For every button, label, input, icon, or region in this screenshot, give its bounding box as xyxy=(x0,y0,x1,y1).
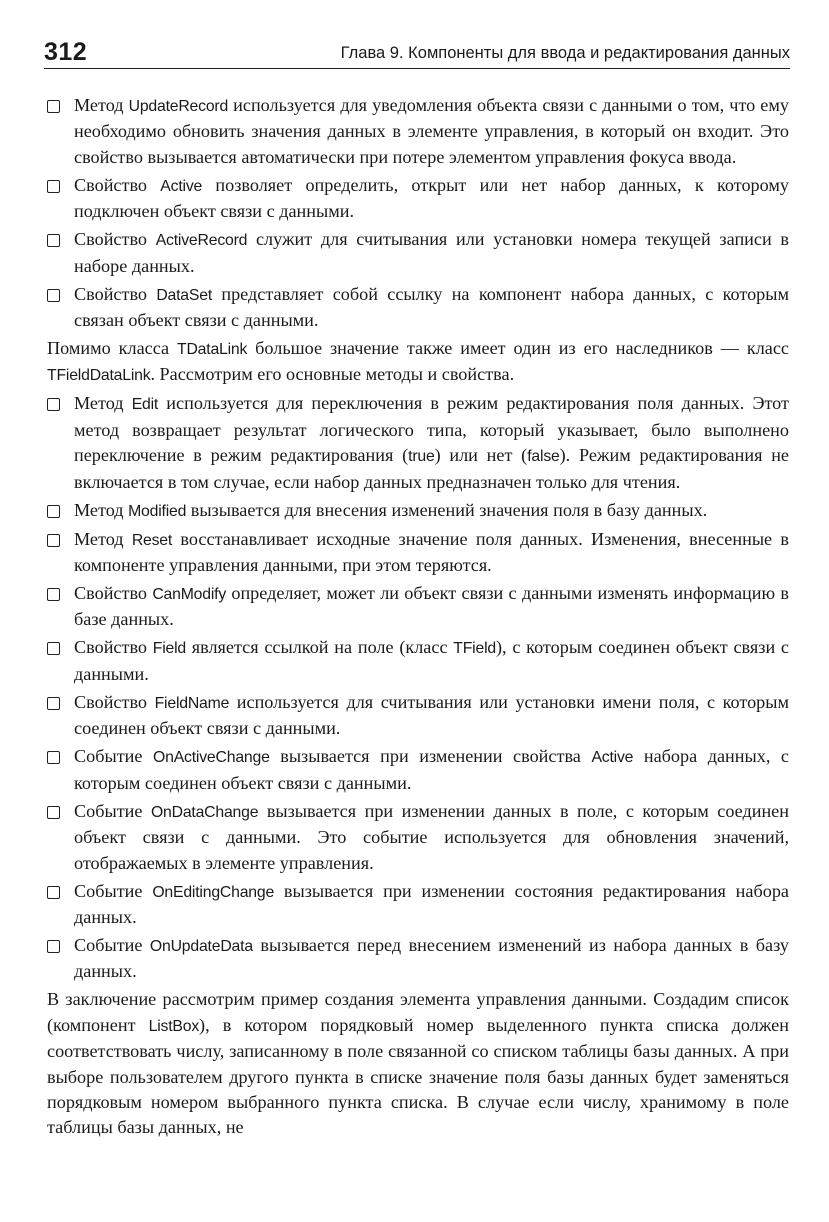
body-paragraph xyxy=(47,987,789,1140)
code-term: TFieldDataLink xyxy=(47,367,151,385)
body-paragraph xyxy=(47,336,789,389)
item-text-post: служит для считывания или установки номера текущей записи в наборе данных. xyxy=(74,229,790,276)
code-term: true xyxy=(408,448,435,466)
checkbox-bullet-icon xyxy=(47,588,60,601)
item-text-pre: Свойство xyxy=(74,283,157,304)
paragraph-text: ), в котором порядковый номер выделенного пункта списка должен соответствовать числу, записанному в поле связанной со списком таблицы базы данных. А при выборе пользователем другого пункта в списке значение поля базы данных будет заменяться порядковым номером выбранного пункта списка. В случае если числу, хранимому в поле таблицы базы данных, не xyxy=(47,1014,789,1138)
item-text-post: определяет, может ли объект связи с данными изменять информацию в базе данных. xyxy=(74,583,789,630)
item-text: Свойство xyxy=(74,637,153,658)
item-text-pre: Свойство xyxy=(74,583,153,604)
checkbox-bullet-icon xyxy=(47,751,60,764)
code-term: TField xyxy=(453,640,496,658)
item-text-pre: Событие xyxy=(74,880,153,901)
list-item xyxy=(47,227,789,279)
item-text: является ссылкой на поле (класс xyxy=(186,637,454,658)
code-term: OnDataChange xyxy=(150,803,259,821)
list-item xyxy=(47,690,789,742)
list-item xyxy=(47,799,789,876)
item-text-pre: Метод xyxy=(74,499,129,520)
checkbox-bullet-icon xyxy=(47,886,60,899)
item-text-post: восстанавливает исходные значение поля данных. Изменения, внесенные в компоненте управления данными, при этом теряются. xyxy=(74,528,789,576)
item-text-pre: Свойство xyxy=(74,691,155,712)
code-term: OnActiveChange xyxy=(153,749,270,767)
checkbox-bullet-icon xyxy=(47,289,60,302)
item-text: вызывается при изменении свойства xyxy=(269,746,592,767)
item-text-post: позволяет определить, открыт или нет набор данных, к которому подключен объект связи с данными. xyxy=(74,174,789,222)
item-text-pre: Свойство xyxy=(74,229,156,250)
code-term: Field xyxy=(152,640,187,658)
code-term: TDataLink xyxy=(177,341,248,359)
code-term: CanModify xyxy=(152,586,227,604)
item-text-pre: Свойство xyxy=(74,174,161,195)
item-text: ). Режим редактирования не включается в том случае, если набор данных предназначен только для чтения. xyxy=(74,445,789,492)
item-text: Метод xyxy=(74,393,132,414)
item-text-pre: Метод xyxy=(74,95,129,115)
code-term: Modified xyxy=(128,502,187,520)
code-term: OnUpdateData xyxy=(149,937,253,955)
code-term: UpdateRecord xyxy=(128,98,229,115)
code-term: ListBox xyxy=(148,1017,200,1035)
item-text-pre: Метод xyxy=(74,528,132,549)
code-term: false xyxy=(527,448,560,466)
checkbox-bullet-icon xyxy=(47,100,60,113)
paragraph-text: . Рассмотрим его основные методы и свойства. xyxy=(150,364,515,385)
item-text: набора данных, с которым соединен объект связи с данными. xyxy=(74,746,790,793)
code-term: Reset xyxy=(131,531,173,549)
item-text-post: вызывается при изменении данных в поле, с которым соединен объект связи с данными. Это событие используется для обновления значений, отображаемых в элементе управления. xyxy=(74,800,789,873)
list-item xyxy=(47,933,789,985)
code-term: ActiveRecord xyxy=(155,232,248,250)
checkbox-bullet-icon xyxy=(47,180,60,193)
checkbox-bullet-icon xyxy=(47,642,60,655)
item-text-post: используется для уведомления объекта связи с данными о том, что ему необходимо обновить значения данных в элементе управления, в который он входит. Это свойство вызывается автоматически при потере элементом управления фокуса ввода. xyxy=(74,95,789,167)
page-number: 312 xyxy=(44,38,88,66)
item-text: ) или нет ( xyxy=(434,445,528,466)
list-item xyxy=(47,391,789,495)
item-text: Событие xyxy=(74,746,154,767)
code-term: Active xyxy=(160,177,203,195)
item-text: используется для переключения в режим редактирования поля данных. Этот метод возвращает результат логического типа, который указывает, было выполнено переключение в режим редактирования ( xyxy=(74,393,789,466)
list-item xyxy=(47,282,789,334)
checkbox-bullet-icon xyxy=(47,534,60,547)
checkbox-bullet-icon xyxy=(47,806,60,819)
paragraph-text: В заключение рассмотрим пример создания элемента управления данными. Создадим список (компонент xyxy=(47,989,789,1035)
checkbox-bullet-icon xyxy=(47,234,60,247)
code-term: Edit xyxy=(131,396,159,414)
list-item xyxy=(47,498,789,524)
paragraph-text: Помимо класса xyxy=(47,338,178,359)
checkbox-bullet-icon xyxy=(47,505,60,518)
page-header xyxy=(44,38,790,69)
list-item xyxy=(47,93,789,170)
item-text-post: представляет собой ссылку на компонент набора данных, с которым связан объект связи с данными. xyxy=(74,283,790,331)
list-item xyxy=(47,879,789,931)
item-text-pre: Событие xyxy=(74,934,150,955)
code-term: DataSet xyxy=(156,286,213,304)
item-text-post: вызывается для внесения изменений значения поля в базу данных. xyxy=(186,499,708,520)
code-term: FieldName xyxy=(154,694,230,712)
page-body xyxy=(47,93,789,1143)
code-term: OnEditingChange xyxy=(152,883,275,901)
checkbox-bullet-icon xyxy=(47,697,60,710)
paragraph-text: большое значение также имеет один из его наследников — класс xyxy=(247,338,789,359)
code-term: Active xyxy=(591,749,634,767)
list-item xyxy=(47,744,789,796)
item-text-post: вызывается при изменении состояния редактирования набора данных. xyxy=(74,880,789,927)
list-item xyxy=(47,635,789,687)
checkbox-bullet-icon xyxy=(47,398,60,411)
item-text-post: вызывается перед внесением изменений из набора данных в базу данных. xyxy=(74,934,789,982)
list-item xyxy=(47,581,789,633)
item-text: ), с которым соединен объект связи с данными. xyxy=(74,637,790,684)
item-text-post: используется для считывания или установки имени поля, с которым соединен объект связи с данными. xyxy=(74,691,790,739)
chapter-title: Глава 9. Компоненты для ввода и редактирования данных xyxy=(340,44,790,62)
list-item xyxy=(47,527,789,579)
checkbox-bullet-icon xyxy=(47,940,60,953)
item-text-pre: Событие xyxy=(74,800,151,821)
list-item xyxy=(47,173,789,225)
